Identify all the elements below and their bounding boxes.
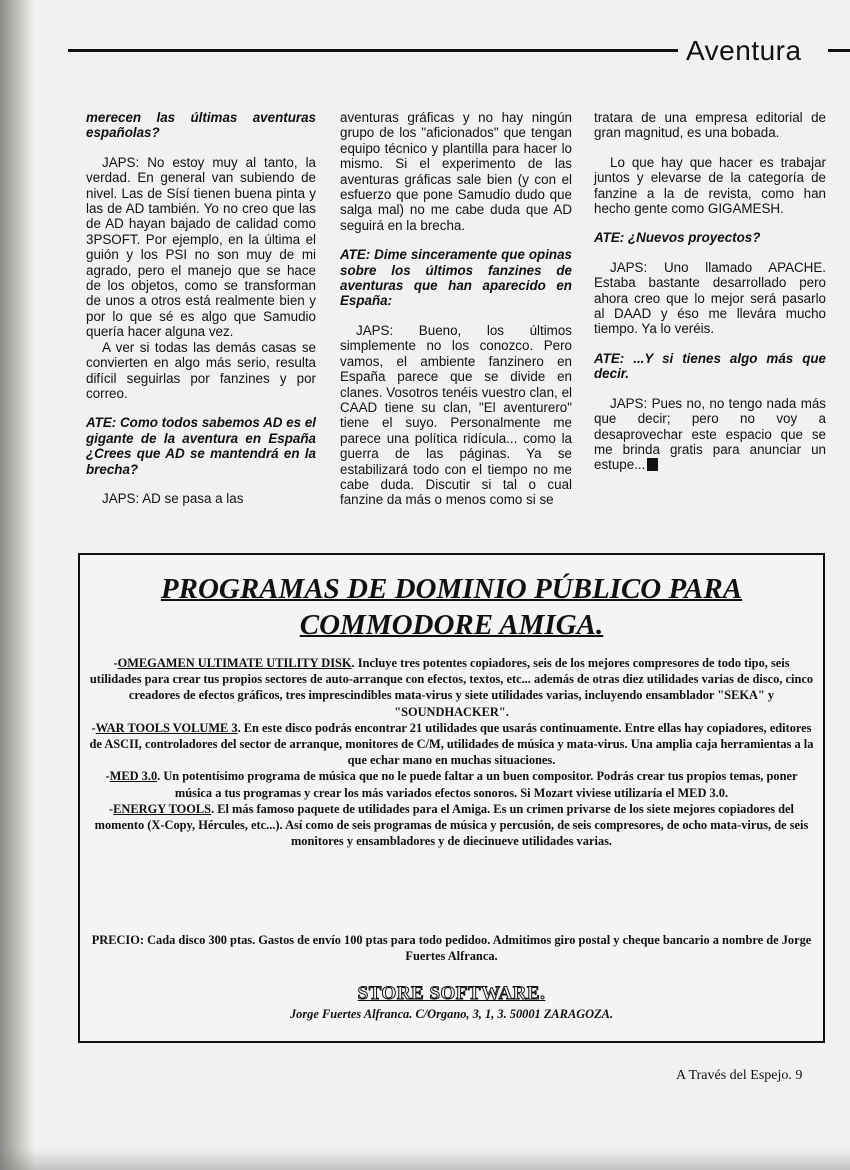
interview-answer: JAPS: Pues no, no tengo nada más que decir; pero no voy a desaprovechar este espacio que se me brinda gratis para anunciar un estupe... <box>594 395 826 473</box>
interview-answer: A ver si todas las demás casas se convierten en algo más serio, resulta difícil seguirlas por fanzines y por correo. <box>86 339 316 401</box>
ad-product-description: . El más famoso paquete de utilidades para el Amiga. Es un crimen privarse de los siete mejores copiadores del momento (X-Copy, Hércules, etc...). Así como de seis programas de música y percusión, de seis compresores, de ocho mata-virus, de seis monitores y ensambladores y de diecinueve utilidades varias. <box>94 801 809 849</box>
ad-product-bullet: - <box>113 656 118 670</box>
ad-product-bullet: - <box>91 720 96 735</box>
page-binding-shadow <box>0 0 34 1170</box>
ad-product-bullet: - <box>109 801 114 816</box>
ad-store-address: Jorge Fuertes Alfranca. C/Organo, 3, 1, 3. 50001 ZARAGOZA. <box>289 1007 614 1021</box>
interview-answer: JAPS: No estoy muy al tanto, la verdad. En general van subiendo de nivel. Las de Sísí tienen buena pinta y las de AD también. Yo no creo que las de AD hayan bajado de calidad como 3PSOFT. Por ejemplo, en la última el guión y los PSI no son muy de mi agrado, pero el manejo que se hace de los objetos, como se transforman de unos a otros está realmente bien y por lo que sé es algo que Samudio quería hacer alguna vez. <box>86 154 316 340</box>
ad-product-description: . Un potentísimo programa de música que no le puede faltar a un buen compositor. Podrás crear tus propios temas, poner música a tus programas y crear los más variados efectos sonoros. Si Mozart viviese utilizaría el MED 3.0. <box>157 769 798 800</box>
header-rule-right <box>828 49 850 52</box>
interview-question: ATE: Como todos sabemos AD es el gigante de la aventura en España ¿Crees que AD se mantendrá en la brecha? <box>86 415 316 477</box>
ad-title-line-1: PROGRAMAS DE DOMINIO PÚBLICO PARA <box>160 573 743 605</box>
header-rule <box>68 49 678 52</box>
advertisement-box <box>78 553 825 1043</box>
end-of-article-mark <box>647 458 658 471</box>
interview-column-2 <box>340 110 572 522</box>
ad-product-item <box>88 655 815 720</box>
section-title: Aventura <box>686 35 802 66</box>
ad-store-name: STORE SOFTWARE. <box>357 983 546 1004</box>
page-bottom-shadow <box>0 1148 850 1170</box>
ad-product-description: . Incluye tres potentes copiadores, seis de los mejores compresores de todo tipo, seis utilidades para crear tus propios sectores de auto-arranque con efectos, textos, etc... además de otras diez utilidades varias de disco, cinco creadores de efectos gráficos, tres imprescindibles mata-virus y siete utilidades varias, incluyendo ensamblador "SEKA" y "SOUNDHACKER". <box>89 656 814 719</box>
interview-question: merecen las últimas aventuras españolas? <box>86 110 316 141</box>
ad-title <box>80 571 823 643</box>
ad-product-name: ENERGY TOOLS <box>113 801 212 816</box>
interview-continuation: aventuras gráficas y no hay ningún grupo de los "aficionados" que tengan equipo técnico y plantilla para hacer lo mismo. Si el experimento de las aventuras gráficas sale bien (y con el esfuerzo que pone Samudio dudo que salga mal) no me cabe duda que AD seguirá en la brecha. <box>340 110 572 233</box>
ad-product-item <box>88 720 815 769</box>
interview-column-3 <box>594 110 826 487</box>
interview-column-1 <box>86 110 316 520</box>
interview-question: ATE: ¿Nuevos proyectos? <box>594 230 761 246</box>
ad-product-list <box>88 655 815 849</box>
ad-product-description: . En este disco podrás encontrar 21 utilidades que usarás continuamente. Entre ellas hay copiadores, editores de ASCII, controladores del sector de arranque, monitores de C/M, utilidades de música y mata-virus. Una amplia caja herramientas a la que echar mano en muchas situaciones. <box>89 720 814 768</box>
ad-price-info: PRECIO: Cada disco 300 ptas. Gastos de envío 100 ptas para todo pedidoo. Admitimos giro postal y cheque bancario a nombre de Jorge Fuertes Alfranca. <box>91 933 812 964</box>
ad-product-bullet: - <box>105 769 110 784</box>
ad-title-line-2: COMMODORE AMIGA. <box>299 609 604 641</box>
interview-question: ATE: ...Y si tienes algo más que decir. <box>594 350 826 382</box>
interview-answer: JAPS: Uno llamado APACHE. Estaba bastante desarrollado pero ahora creo que lo mejor será pasarlo al DAAD y éso me llevára mucho tiempo. Ya lo veréis. <box>594 259 826 337</box>
ad-product-item <box>88 768 815 800</box>
ad-product-item <box>88 801 815 850</box>
interview-answer: Lo que hay que hacer es trabajar juntos y elevarse de la categoría de fanzine a la de revista, como han hecho gente como GIGAMESH. <box>594 154 826 217</box>
interview-question: ATE: Dime sinceramente que opinas sobre los últimos fanzines de aventuras que han aparecido en España: <box>340 247 572 309</box>
interview-answer: JAPS: AD se pasa a las <box>102 490 244 506</box>
ad-product-name: MED 3.0 <box>109 769 158 784</box>
interview-answer: JAPS: Bueno, los últimos simplemente no los conozco. Pero vamos, el ambiente fanzinero en España parece que se divide en clanes. Vosotros tenéis vuestro clan, el CAAD tiene su clan, "El aventurero" tiene el suyo. Personalmente me parece una política ridícula... como la guerra de las páginas. Ya se estabilizará todo con el tiempo no me cabe duda. Discutir si tal o cual fanzine da más o menos como si se <box>340 322 572 508</box>
interview-continuation: tratara de una empresa editorial de gran magnitud, es una bobada. <box>594 110 826 141</box>
ad-product-name: OMEGAMEN ULTIMATE UTILITY DISK <box>117 656 352 670</box>
ad-product-name: WAR TOOLS VOLUME 3 <box>95 720 238 735</box>
page-footer: A Través del Espejo. 9 <box>676 1068 803 1083</box>
